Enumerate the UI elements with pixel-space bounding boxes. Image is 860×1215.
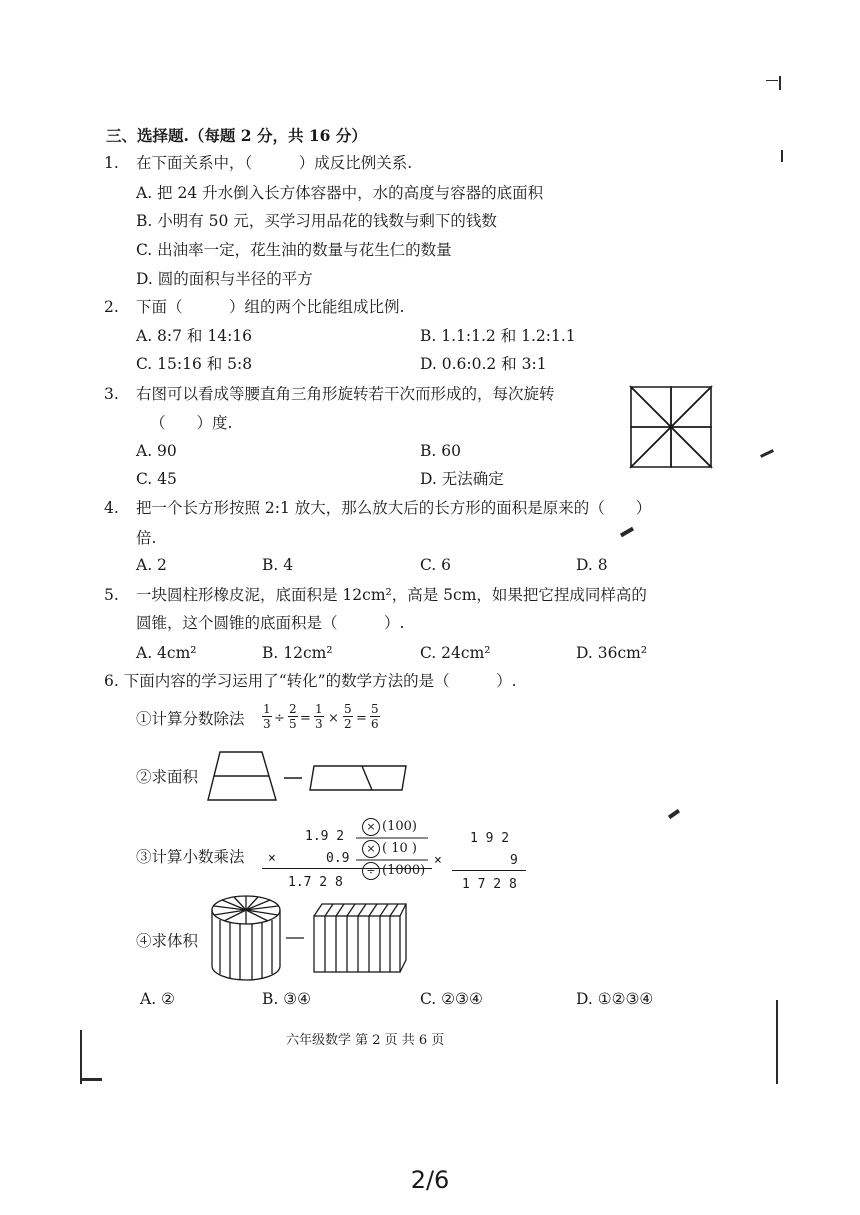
question-stem-continued: 圆锥，这个圆锥的底面积是（ ）. — [136, 614, 405, 632]
question-stem-continued: 倍. — [136, 529, 157, 547]
denominator: 6 — [371, 717, 379, 731]
question-number: 5. — [104, 586, 119, 604]
question-number: 2. — [104, 298, 119, 316]
option-a: A. 8:7 和 14:16 — [136, 327, 253, 345]
fraction — [288, 703, 298, 730]
fraction — [343, 703, 353, 730]
left-multiplicand: 1.9 2 — [305, 829, 345, 844]
fraction — [370, 703, 380, 730]
question-stem: 6. 下面内容的学习运用了“转化”的数学方法的是（ ）. — [104, 672, 517, 690]
left-product: 1.7 2 8 — [288, 875, 343, 890]
option-b: B. 1.1:1.2 和 1.2:1.1 — [420, 327, 576, 345]
option-a: A. 90 — [136, 442, 177, 460]
scan-mark — [781, 150, 783, 162]
right-rule — [452, 870, 526, 871]
scan-mark — [776, 1000, 778, 1084]
option-c: C. ②③④ — [420, 990, 483, 1008]
trapezoid-to-parallelogram-figure — [206, 748, 416, 806]
question-stem: 右图可以看成等腰直角三角形旋转若干次而形成的，每次旋转 — [136, 385, 555, 403]
left-operator: × — [268, 851, 276, 866]
option-d: D. 36cm² — [576, 644, 648, 662]
question-stem-continued: （ ）度. — [150, 414, 233, 432]
arrow-bracket — [356, 836, 436, 840]
option-b: B. 4 — [262, 556, 294, 574]
pinwheel-figure — [628, 384, 714, 470]
question-number: 4. — [104, 499, 119, 517]
option-a: A. 2 — [136, 556, 167, 574]
option-a: A. ② — [140, 990, 175, 1008]
denominator: 2 — [344, 717, 352, 731]
numerator: 2 — [289, 702, 297, 716]
scan-mark — [779, 76, 781, 90]
question-number: 1. — [104, 154, 119, 172]
item1-label: ①计算分数除法 — [136, 710, 245, 728]
numerator: 1 — [263, 702, 271, 716]
numerator: 5 — [371, 702, 379, 716]
fraction — [314, 703, 324, 730]
step-value: (1000) — [382, 863, 426, 878]
operator: = — [300, 711, 311, 726]
question-stem: 一块圆柱形橡皮泥，底面积是 12cm²，高是 5cm，如果把它捏成同样高的 — [136, 586, 647, 604]
option-a: A. 把 24 升水倒入长方体容器中，水的高度与容器的底面积 — [136, 184, 544, 202]
option-c: C. 出油率一定，花生油的数量与花生仁的数量 — [136, 241, 452, 259]
item4-label: ④求体积 — [136, 932, 199, 950]
option-d: D. 无法确定 — [420, 470, 504, 488]
operator: = — [356, 711, 367, 726]
question-stem: 把一个长方形按照 2:1 放大，那么放大后的长方形的面积是原来的（ ） — [136, 499, 652, 517]
item3-label: ③计算小数乘法 — [136, 848, 245, 866]
option-c: C. 6 — [420, 556, 452, 574]
option-b: B. 小明有 50 元，买学习用品花的钱数与剩下的钱数 — [136, 212, 497, 230]
scan-mark — [620, 527, 634, 537]
question-stem: 在下面关系中，（ ）成反比例关系. — [136, 154, 413, 172]
denominator: 3 — [263, 717, 271, 731]
scan-mark — [668, 809, 680, 819]
operator: × — [328, 711, 339, 726]
option-d: D. 圆的面积与半径的平方 — [136, 270, 313, 288]
denominator: 3 — [315, 717, 323, 731]
right-product: 1 7 2 8 — [462, 877, 517, 892]
divide-circle-icon: ÷ — [362, 862, 380, 880]
scan-mark — [766, 80, 778, 81]
right-multiplicand: 1 9 2 — [470, 831, 510, 846]
option-c: C. 15:16 和 5:8 — [136, 355, 253, 373]
option-b: B. 60 — [420, 442, 461, 460]
times-circle-icon: × — [362, 818, 380, 836]
scan-mark — [80, 1030, 82, 1084]
page-footer: 六年级数学 第 2 页 共 6 页 — [286, 1033, 445, 1048]
option-c: C. 24cm² — [420, 644, 491, 662]
step-value: (100) — [382, 819, 417, 834]
numerator: 1 — [315, 702, 323, 716]
option-c: C. 45 — [136, 470, 177, 488]
section-title: 三、选择题.（每题 2 分，共 16 分） — [106, 126, 367, 145]
right-operator: × — [434, 853, 442, 868]
scan-mark — [760, 449, 774, 458]
operator: ÷ — [274, 711, 285, 726]
fraction — [262, 703, 272, 730]
times-circle-icon: × — [362, 840, 380, 858]
scan-mark — [80, 1078, 102, 1081]
numerator: 5 — [344, 702, 352, 716]
right-multiplier: 9 — [510, 853, 518, 868]
option-a: A. 4cm² — [136, 644, 197, 662]
item2-label: ②求面积 — [136, 768, 199, 786]
question-number: 3. — [104, 385, 119, 403]
arrow-bracket — [356, 858, 436, 862]
option-b: B. 12cm² — [262, 644, 333, 662]
left-multiplier: 0.9 — [326, 851, 350, 866]
option-d: D. 8 — [576, 556, 608, 574]
page-indicator: 2/6 — [410, 1166, 450, 1194]
option-d: D. 0.6:0.2 和 3:1 — [420, 355, 547, 373]
question-stem: 下面（ ）组的两个比能组成比例. — [136, 298, 405, 316]
cylinder-to-cuboid-figure — [208, 890, 408, 986]
denominator: 5 — [289, 717, 297, 731]
step-value: ( 10 ) — [382, 841, 417, 856]
option-b: B. ③④ — [262, 990, 312, 1008]
option-d: D. ①②③④ — [576, 990, 654, 1008]
